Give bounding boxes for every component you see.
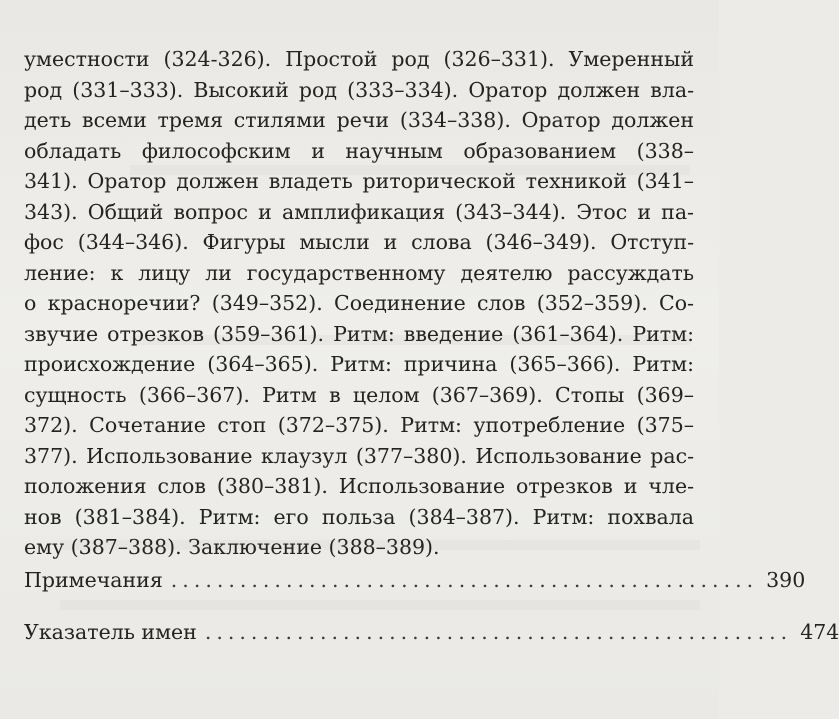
text-line: деть всеми тремя стилями речи (334–338). Оратор должен bbox=[24, 108, 694, 132]
dot-leader: ................................................... bbox=[170, 568, 759, 592]
toc-entry-notes bbox=[24, 568, 806, 598]
text-line: ему (387–388). Заключение (388–389). bbox=[24, 535, 440, 559]
toc-page-number: 390 bbox=[766, 568, 806, 592]
text-line: ление: к лицу ли государственному деятелю рассуждать bbox=[24, 260, 694, 285]
toc-entry-title: Указатель имен bbox=[24, 620, 197, 644]
text-line: сущность (366–367). Ритм в целом (367–369). Стопы (369– bbox=[24, 382, 694, 407]
toc-entry-title: Примечания bbox=[24, 568, 163, 592]
toc-page-number: 474 bbox=[800, 620, 839, 644]
text-line: уместности (324-326). Простой род (326–331). Умеренный bbox=[24, 47, 694, 71]
text-line: 372). Сочетание стоп (372–375). Ритм: употребление (375– bbox=[24, 413, 694, 437]
text-line: обладать философским и научным образованием (338– bbox=[24, 138, 694, 163]
dot-leader: ................................................... bbox=[204, 620, 793, 644]
toc-entry-name-index bbox=[24, 620, 839, 650]
text-line: фос (344–346). Фигуры мысли и слова (346–349). Отступ- bbox=[24, 230, 694, 254]
text-line: 343). Общий вопрос и амплификация (343–344). Этос и па- bbox=[24, 199, 694, 224]
text-line: род (331–333). Высокий род (333–334). Оратор должен вла- bbox=[24, 77, 694, 102]
contents-paragraph bbox=[24, 44, 694, 563]
text-line: 377). Использование клаузул (377–380). Использование рас- bbox=[24, 443, 694, 468]
text-line: звучие отрезков (359–361). Ритм: введение (361–364). Ритм: bbox=[24, 321, 694, 346]
text-line: о красноречии? (349–352). Соединение слов (352–359). Со- bbox=[24, 291, 694, 315]
text-line: нов (381–384). Ритм: его польза (384–387). Ритм: похвала bbox=[24, 504, 694, 529]
text-line: 341). Оратор должен владеть риторической техникой (341– bbox=[24, 169, 694, 193]
bleed-through-shadow bbox=[60, 600, 700, 610]
text-line: происхождение (364–365). Ритм: причина (365–366). Ритм: bbox=[24, 352, 694, 376]
text-line: положения слов (380–381). Использование отрезков и чле- bbox=[24, 474, 694, 498]
